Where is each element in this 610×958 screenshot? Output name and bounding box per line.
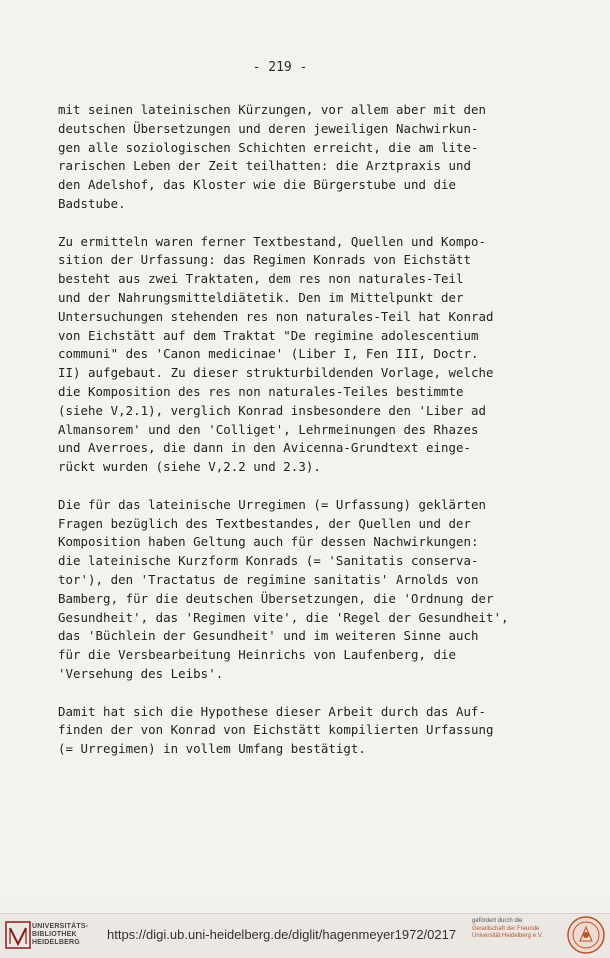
text-line: Die für das lateinische Urregimen (= Urfassung) geklärten <box>58 496 487 512</box>
paragraph <box>58 101 558 214</box>
text-line: die lateinische Kurzform Konrads (= 'Sanitatis conserva- <box>58 553 479 569</box>
text-line: 'Versehung des Leibs'. <box>58 665 224 681</box>
paragraph <box>58 496 558 684</box>
text-line: communi" des 'Canon medicinae' (Liber I, Fen III, Doctr. <box>58 346 479 362</box>
text-line: Gesundheit', das 'Regimen vite', die 'Regel der Gesundheit', <box>58 609 509 625</box>
paragraph <box>58 233 558 477</box>
text-line: (= Urregimen) in vollem Umfang bestätigt. <box>58 741 366 757</box>
footer-bar <box>0 913 610 958</box>
text-line: deutschen Übersetzungen und deren jeweiligen Nachwirkun- <box>58 120 479 136</box>
text-line: sition der Urfassung: das Regimen Konrads von Eichstätt <box>58 252 472 268</box>
text-line: Almansorem' und den 'Colliget', Lehrmeinungen des Rhazes <box>58 421 479 437</box>
university-seal-icon <box>566 915 606 955</box>
text-line: Zu ermitteln waren ferner Textbestand, Quellen und Kompo- <box>58 233 487 249</box>
text-line: gen alle soziologischen Schichten erreicht, die am lite- <box>58 139 479 155</box>
text-line: von Eichstätt auf dem Traktat "De regimine adolescentium <box>58 327 479 343</box>
text-line: und der Nahrungsmitteldiätetik. Den im Mittelpunkt der <box>58 289 464 305</box>
text-line: die Komposition des res non naturales-Teiles bestimmte <box>58 383 464 399</box>
text-line: rarischen Leben der Zeit teilhatten: die Arztpraxis und <box>58 158 472 174</box>
text-line: Damit hat sich die Hypothese dieser Arbeit durch das Auf- <box>58 703 487 719</box>
text-line: Fragen bezüglich des Textbestandes, der Quellen und der <box>58 515 472 531</box>
paragraph <box>58 703 558 759</box>
text-line: Untersuchungen stehenden res non naturales-Teil hat Konrad <box>58 308 494 324</box>
text-line: besteht aus zwei Traktaten, dem res non naturales-Teil <box>58 271 464 287</box>
text-line: finden der von Konrad von Eichstätt kompilierten Urfassung <box>58 722 494 738</box>
body-text <box>58 101 558 778</box>
text-line: mit seinen lateinischen Kürzungen, vor allem aber mit den <box>58 102 487 117</box>
text-line: II) aufgebaut. Zu dieser strukturbildenden Vorlage, welche <box>58 365 494 381</box>
text-line: tor'), den 'Tractatus de regimine sanitatis' Arnolds von <box>58 571 479 587</box>
page-number: - 219 - <box>252 60 308 75</box>
text-line: und Averroes, die dann in den Avicenna-Grundtext einge- <box>58 440 472 456</box>
text-line: für die Versbearbeitung Heinrichs von Laufenberg, die <box>58 647 457 663</box>
text-line: Badstube. <box>58 195 126 211</box>
permalink-url[interactable]: https://digi.ub.uni-heidelberg.de/diglit/hagenmeyer1972/0217 <box>107 927 457 942</box>
library-name: UNIVERSITÄTS- BIBLIOTHEK HEIDELBERG <box>32 923 89 946</box>
text-line: Bamberg, für die deutschen Übersetzungen, die 'Ordnung der <box>58 590 494 606</box>
text-line: das 'Büchlein der Gesundheit' und im weiteren Sinne auch <box>58 628 479 644</box>
sponsor-credit: gefördert durch die Gesellschaft der Freunde Universität Heidelberg e.V. <box>472 918 543 939</box>
text-line: Komposition haben Geltung auch für dessen Nachwirkungen: <box>58 534 479 550</box>
text-line: den Adelshof, das Kloster wie die Bürgerstube und die <box>58 177 457 193</box>
text-line: (siehe V,2.1), verglich Konrad insbesondere den 'Liber ad <box>58 402 487 418</box>
text-line: rückt wurden (siehe V,2.2 und 2.3). <box>58 459 321 475</box>
